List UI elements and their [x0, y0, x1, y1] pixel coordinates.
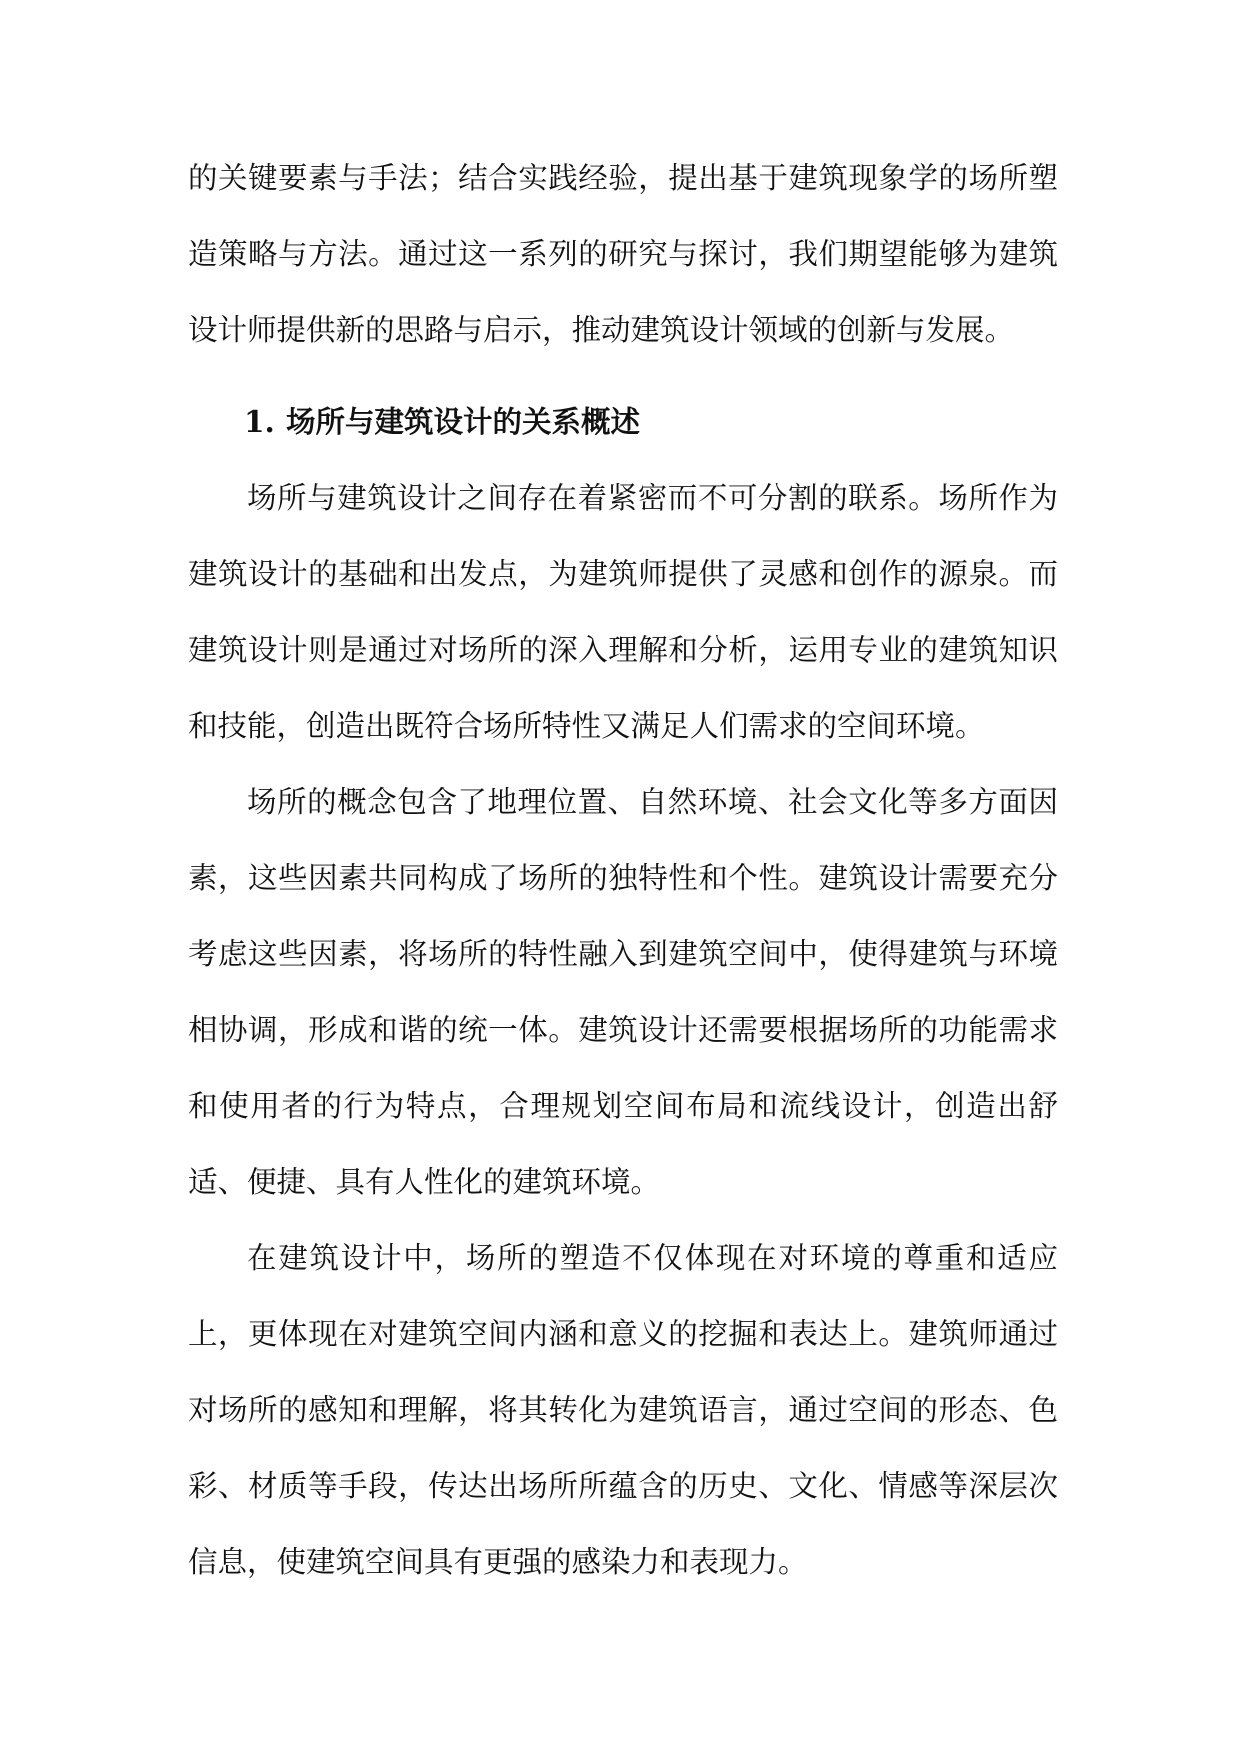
- section-heading: [188, 384, 1058, 460]
- section-title: 场所与建筑设计的关系概述: [286, 404, 641, 439]
- body-paragraph-2: 场所的概念包含了地理位置、自然环境、社会文化等多方面因素，这些因素共同构成了场所的独特性和个性。建筑设计需要充分考虑这些因素，将场所的特性融入到建筑空间中，使得建筑与环境相协调，形成和谐的统一体。建筑设计还需要根据场所的功能需求和使用者的行为特点，合理规划空间布局和流线设计，创造出舒适、便捷、具有人性化的建筑环境。: [188, 785, 1058, 1199]
- document-page: [188, 140, 1058, 1600]
- spacer: [188, 368, 1058, 384]
- body-paragraph-1: 场所与建筑设计之间存在着紧密而不可分割的联系。场所作为建筑设计的基础和出发点，为建筑师提供了灵感和创作的源泉。而建筑设计则是通过对场所的深入理解和分析，运用专业的建筑知识和技能，创造出既符合场所特性又满足人们需求的空间环境。: [188, 481, 1058, 743]
- body-paragraph-3: 在建筑设计中，场所的塑造不仅体现在对环境的尊重和适应上，更体现在对建筑空间内涵和意义的挖掘和表达上。建筑师通过对场所的感知和理解，将其转化为建筑语言，通过空间的形态、色彩、材质等手段，传达出场所所蕴含的历史、文化、情感等深层次信息，使建筑空间具有更强的感染力和表现力。: [188, 1241, 1058, 1579]
- intro-paragraph: 的关键要素与手法；结合实践经验，提出基于建筑现象学的场所塑造策略与方法。通过这一系列的研究与探讨，我们期望能够为建筑设计师提供新的思路与启示，推动建筑设计领域的创新与发展。: [188, 161, 1058, 347]
- section-number: 1.: [244, 404, 275, 439]
